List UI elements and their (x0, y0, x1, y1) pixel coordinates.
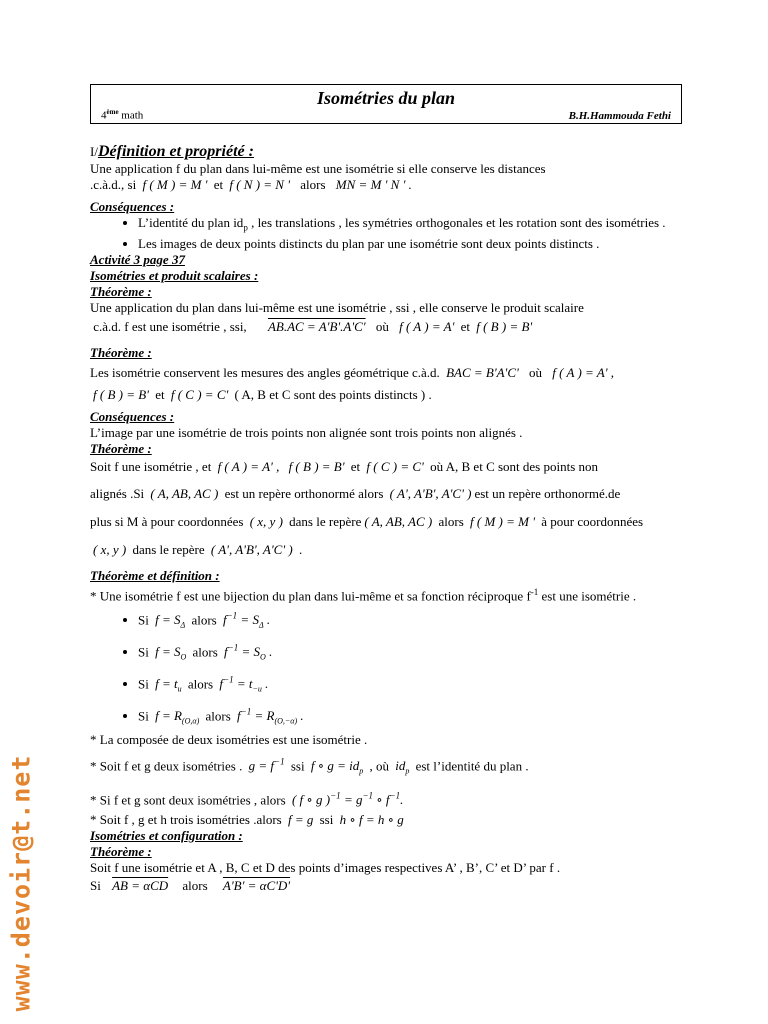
section-definition-heading: I/Définition et propriété : (90, 143, 254, 160)
consequences-2-line: L’image par une isométrie de trois points non alignée sont trois points non alignés . (90, 424, 523, 440)
configuration-heading: Isométries et configuration : (90, 827, 243, 843)
author-name: B.H.Hammouda Fethi (568, 110, 671, 122)
theorem-heading: Théorème : (90, 843, 152, 859)
cancel-line: * Soit f , g et h trois isométries .alors f = g ssi h ∘ f = h ∘ g (90, 811, 404, 827)
list-item: • L’identité du plan $id_p$ , les translations , les symétries orthogonales et les rotation sont des isométries . (138, 215, 730, 236)
class-level: 4ème math (101, 108, 144, 122)
bijection-line: * Une isométrie f est une bijection du plan dans lui-même et sa fonction réciproque $f^{-1}$ est une isométrie . (90, 586, 637, 603)
theorem-heading: Théorème : (90, 283, 152, 299)
list-item: • Si $f = S_\Delta$ alors $f^{-1} = S_\Delta$ . (138, 608, 730, 634)
list-item: • Les images de deux points distincts du plan par une isométrie sont deux points distincts . (138, 236, 730, 252)
watermark: www.devoir@t.net (6, 754, 36, 1012)
inverse-list (90, 608, 730, 730)
configuration-line-2: Si AB = αCD alors A'B' = αC'D' (90, 877, 291, 893)
compose-inverse-line: * Si f et g sont deux isométries , alors ( f ∘ g )$^{-1} = g^{-1}$ ∘ $f^{-1}$. (90, 790, 404, 807)
theorem-1-line-2: c.à.d. f est une isométrie , ssi, AB.AC = A'B'.A'C' où f ( A ) = A' et f ( B ) = B' (93, 318, 533, 334)
content (90, 144, 730, 894)
theorem-1-line-1: Une application du plan dans lui-même est une isométrie , ssi , elle conserve le produit scalaire (90, 299, 584, 315)
document-page (90, 84, 682, 893)
consequences-list (90, 215, 730, 252)
theorem-heading: Théorème : (90, 344, 152, 360)
configuration-line-1: Soit f une isométrie et A , B, C et D des points d’images respectives A’ , B’, C’ et D’ par f . (90, 859, 561, 875)
theorem-3-line-3: plus si M à pour coordonnées ( x, y ) dans le repère ( A, AB, AC ) alors f ( M ) = M ' à pour coordonnées (90, 513, 644, 529)
scalar-product-heading: Isométries et produit scalaires : (90, 267, 259, 283)
title-box (90, 84, 682, 124)
definition-line-2: .c.à.d., si f ( M ) = M ' et f ( N ) = N ' alors MN = M ' N ' . (90, 177, 412, 192)
composition-line: * La composée de deux isométries est une isométrie . (90, 731, 368, 747)
theorem-heading: Théorème : (90, 440, 152, 456)
theorem-definition-heading: Théorème et définition : (90, 567, 220, 583)
consequences-heading: Conséquences : (90, 199, 175, 214)
theorem-3-line-2: alignés .Si ( A, AB, AC ) est un repère orthonormé alors ( A', A'B', A'C' ) est un repère orthonormé.de (90, 485, 621, 501)
consequences-heading: Conséquences : (90, 408, 175, 424)
list-item: • Si $f = t_u$ alors $f^{-1} = t_{-u}$ . (138, 672, 730, 698)
theorem-3-line-1: Soit f une isométrie , et f ( A ) = A' , f ( B ) = B' et f ( C ) = C' où A, B et C sont des points non (90, 458, 599, 474)
list-item: • Si $f = S_O$ alors $f^{-1} = S_O$ . (138, 640, 730, 666)
activity-ref: Activité 3 page 37 (90, 251, 185, 267)
list-item: • Si $f = R_{(O,\alpha)}$ alors $f^{-1} = R_{(O,-\alpha)}$ . (138, 704, 730, 730)
theorem-2-line-1: Les isométrie conservent les mesures des angles géométrique c.à.d. BAC = B'A'C' où f ( A ) = A' , (90, 364, 615, 380)
theorem-2-line-2: f ( B ) = B' et f ( C ) = C' ( A, B et C sont des points distincts ) . (93, 386, 432, 402)
inverse-iff-line: * Soit f et g deux isométries . $g = f^{-1}$ ssi f ∘ $g = id_p$ , où $id_p$ est l’identité du plan . (90, 756, 529, 776)
definition-line-1: Une application f du plan dans lui-même est une isométrie si elle conserve les distances (90, 161, 546, 176)
document-title: Isométries du plan (316, 88, 456, 108)
theorem-3-line-4: ( x, y ) dans le repère ( A', A'B', A'C' ) . (93, 541, 303, 557)
